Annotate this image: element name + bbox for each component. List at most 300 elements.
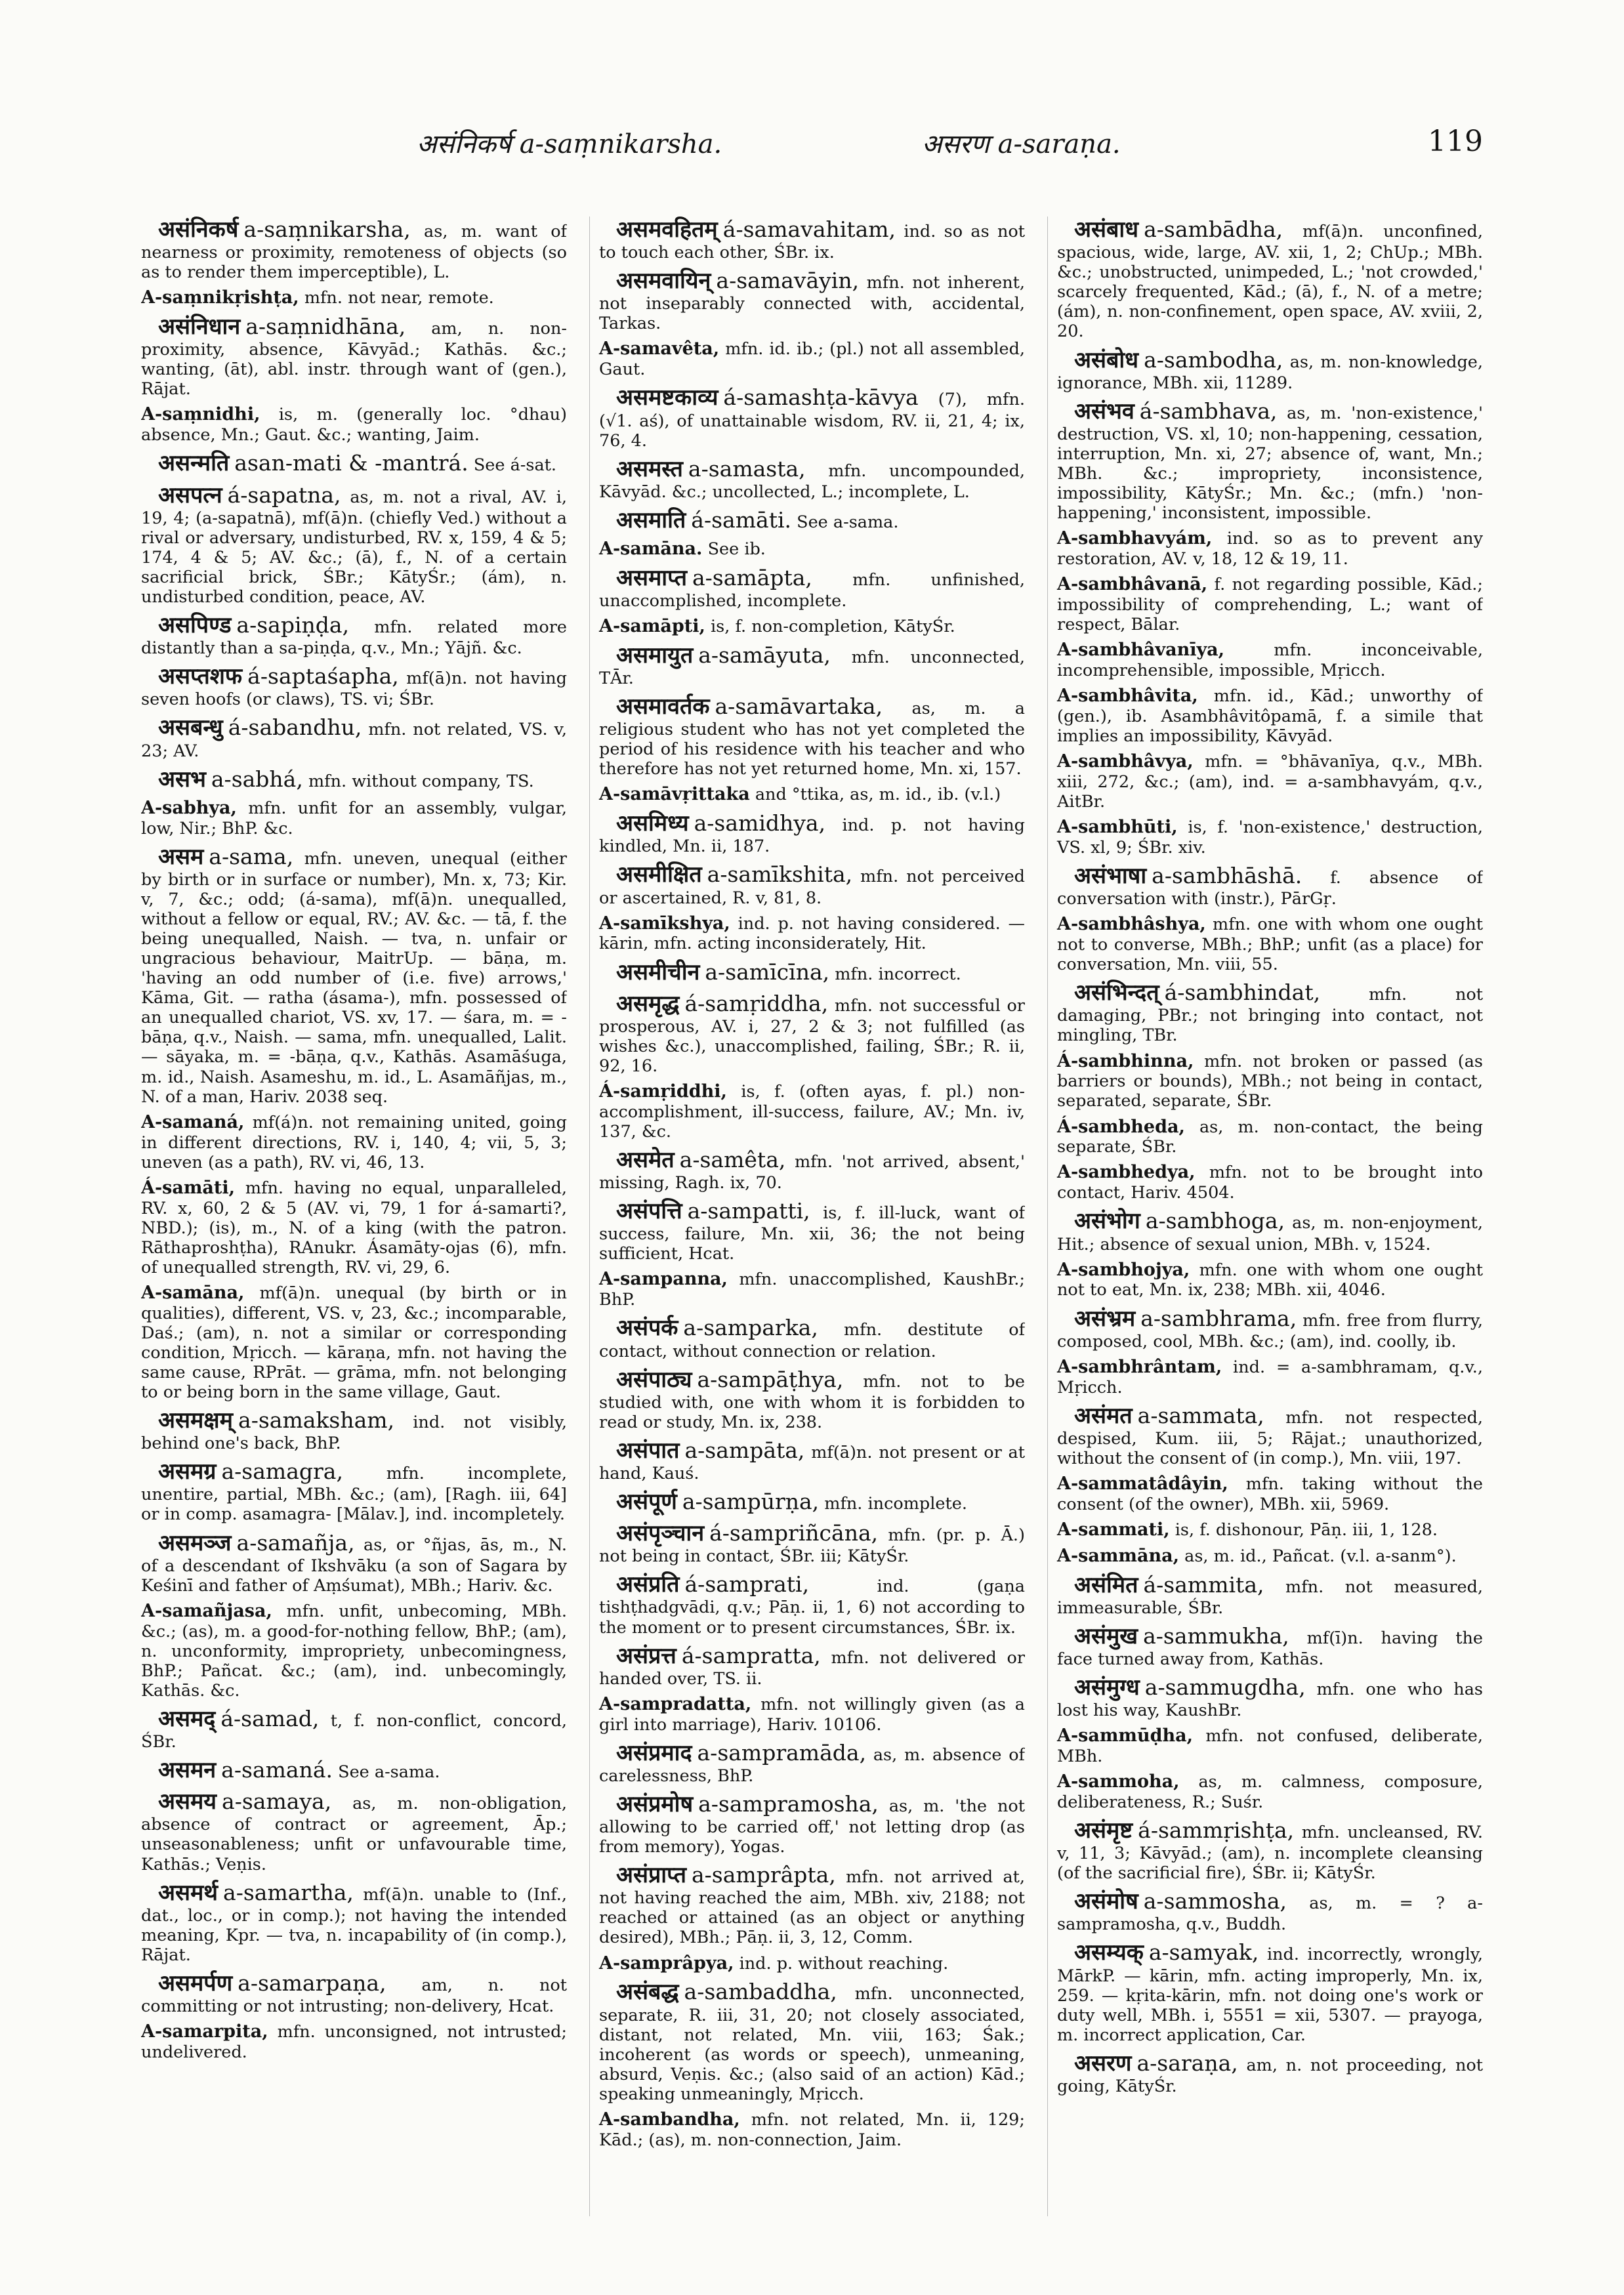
dictionary-entry xyxy=(141,314,567,399)
devanagari-headword: असंबद्ध xyxy=(616,1979,679,2006)
devanagari-headword: असंमुग्ध xyxy=(1074,1674,1140,1701)
definition: ind. p. not having kindled, Mn. ii, 187. xyxy=(599,816,1025,857)
sub-entry xyxy=(1057,1117,1483,1157)
definition: is, f. 'non-existence,' destruction, VS. xl, 9; ŚBr. xiv. xyxy=(1057,817,1483,858)
devanagari-headword: असंभ्रम xyxy=(1074,1305,1136,1332)
headword: a-samartha, xyxy=(223,1879,354,1905)
definition: mfn. 'not arrived, absent,' missing, Ragh. ix, 70. xyxy=(599,1152,1025,1193)
dictionary-entry xyxy=(1057,1306,1483,1352)
dictionary-entry xyxy=(141,1530,567,1596)
devanagari-headword: असमेत xyxy=(616,1147,675,1174)
devanagari-headword: असंमुख xyxy=(1074,1623,1138,1649)
devanagari-headword: असंनिकर्ष xyxy=(158,217,239,243)
definition: mfn. taking without the consent (of the owner), MBh. xii, 5969. xyxy=(1057,1474,1483,1514)
dictionary-entry xyxy=(599,1520,1025,1566)
headword: a-samīkshita, xyxy=(707,861,853,888)
dictionary-entry xyxy=(599,1571,1025,1637)
headword: A-samarpita, xyxy=(141,2021,268,2042)
devanagari-headword: असंपूर्ण xyxy=(616,1489,677,1516)
definition: as, m. non-enjoyment, Hit.; absence of sexual union, MBh. v, 1524. xyxy=(1057,1213,1483,1254)
definition: mfn. id., Kād.; unworthy of (gen.), ib. Asambhâvitôpamā, f. a simile that implies an impossibility, Kāvyād. xyxy=(1057,686,1483,747)
headword: A-sammoha, xyxy=(1057,1771,1180,1792)
definition: as, m. want of nearness or proximity, remoteness of objects (so as to render them imperceptible), L. xyxy=(141,222,567,283)
definition: mfn. uneven, unequal (either by birth or in surface or number), Mn. x, 73; Kir. v, 7, &c.; odd; (á-sama), mf(ā)n. unequalled, without a fellow or equal, RV.; AV. &c. — tā, f. the being unequalled, Naish. — tva, n. unfair or ungracious behaviour, MaitrUp. — bāṇa, m. 'having an odd number of (i.e. five) arrows,' Kāma, Git. — ratha (ásama-), mfn. possessed of an unequalled chariot, VS. xv, 17. — śara, m. = -bāṇa, q.v., Naish. — sama, mfn. unequalled, Lalit. — sāyaka, m. = -bāṇa, q.v., Kathās. Asamāśuga, m. id., Naish. Asameshu, m. id., L. Asamāñjas, m., N. of a man, Hariv. 2038 seq. xyxy=(141,848,567,1107)
devanagari-headword: असमीचीन xyxy=(616,959,700,985)
headword: á-saptaśapha, xyxy=(247,663,399,690)
devanagari-headword: असंप्रमोष xyxy=(616,1790,694,1817)
devanagari-headword: असमायुत xyxy=(616,642,694,669)
headword: Á-sambheda, xyxy=(1057,1116,1185,1137)
sub-entry xyxy=(141,798,567,838)
headword: Á-sambhinna, xyxy=(1057,1050,1194,1071)
sub-entry xyxy=(1057,1260,1483,1300)
headword: A-saṃnikṛishṭa, xyxy=(141,287,299,308)
running-head-right: असरण a-saraṇa. xyxy=(922,129,1121,159)
sub-entry xyxy=(141,2021,567,2062)
headword: A-sambhavyám, xyxy=(1057,528,1213,549)
sub-entry xyxy=(599,2109,1025,2150)
sub-entry xyxy=(1057,528,1483,569)
headword: a-sambaddha, xyxy=(684,1979,837,2005)
devanagari-headword: असंप्राप्त xyxy=(616,1862,686,1889)
dictionary-entry xyxy=(599,991,1025,1076)
devanagari-headword: असमन xyxy=(158,1757,217,1784)
definition: as, m. non-knowledge, ignorance, MBh. xii, 11289. xyxy=(1057,352,1483,393)
column-1 xyxy=(141,217,567,2216)
devanagari-headword: असमवहितम् xyxy=(616,217,718,243)
devanagari-headword: असमस्त xyxy=(616,455,683,482)
devanagari-headword: असंमृष्ट xyxy=(1074,1817,1133,1844)
definition: mfn. not measured, immeasurable, ŚBr. xyxy=(1057,1577,1483,1618)
devanagari-headword: असंप्रमाद xyxy=(616,1739,692,1766)
headword: a-sammukha, xyxy=(1143,1623,1289,1649)
headword: A-samāna. xyxy=(599,538,703,559)
headword: a-sabhá, xyxy=(211,766,303,792)
headword: A-sambhâvya, xyxy=(1057,751,1194,772)
devanagari-headword: असमावर्तक xyxy=(616,693,710,720)
devanagari-headword: असमृद्ध xyxy=(616,990,680,1017)
definition: See á-sat. xyxy=(473,455,557,476)
devanagari-headword: असमाप्त xyxy=(616,564,687,591)
headword: á-samashṭa-kāvya xyxy=(723,384,919,411)
dictionary-entry xyxy=(599,1315,1025,1361)
headword: a-sambhoga, xyxy=(1145,1208,1285,1234)
dictionary-entry xyxy=(141,482,567,608)
definition: mfn. not perceived or ascertained, R. v, 81, 8. xyxy=(599,867,1025,908)
definition: mfn. related more distantly than a sa-piṇḍa, q.v., Mn.; Yājñ. &c. xyxy=(141,617,567,659)
devanagari-headword: असमिध्य xyxy=(616,810,689,837)
definition: as, m. 'the not allowing to be carried off,' not letting drop (as from memory), Yogas. xyxy=(599,1796,1025,1857)
definition: mf(ā)n. unconfined, spacious, wide, large, AV. xii, 1, 2; ChUp.; MBh. &c.; unobstructed, unimpeded, L.; 'not crowded,' scarcely frequented, Kād.; (ā), f., N. of a metre; (ám), n. non-confinement, open space, AV. xviii, 2, 20. xyxy=(1057,222,1483,342)
headword: A-sambhojya, xyxy=(1057,1259,1190,1280)
headword: a-samarpaṇa, xyxy=(238,1970,386,1996)
definition: is, f. ill-luck, want of success, failure, Mn. xii, 36; the not being sufficient, Hcat. xyxy=(599,1203,1025,1264)
definition: mfn. inconceivable, incomprehensible, impossible, Mṛicch. xyxy=(1057,640,1483,680)
definition: as, m. absence of carelessness, BhP. xyxy=(599,1745,1025,1786)
definition: t, f. non-conflict, concord, ŚBr. xyxy=(141,1711,567,1752)
definition: mfn. not near, remote. xyxy=(304,288,494,308)
sub-entry xyxy=(599,539,1025,560)
dictionary-entry xyxy=(599,861,1025,907)
sub-entry xyxy=(1057,751,1483,812)
headword: A-sabhya, xyxy=(141,797,237,818)
headword: a-sampūrṇa, xyxy=(682,1489,820,1515)
headword: á-sammṛishṭa, xyxy=(1138,1817,1295,1844)
dictionary-entry xyxy=(1057,217,1483,342)
definition: ind. so as to prevent any restoration, AV. v, 18, 12 & 19, 11. xyxy=(1057,529,1483,569)
definition: mfn. unfinished, unaccomplished, incomplete. xyxy=(599,569,1025,611)
headword: A-sampradatta, xyxy=(599,1693,752,1714)
dictionary-entry xyxy=(141,1458,567,1524)
headword: a-samāvartaka, xyxy=(715,693,883,720)
definition: is, f. dishonour, Pāṇ. iii, 1, 128. xyxy=(1175,1520,1438,1540)
headword: a-samyak, xyxy=(1148,1939,1259,1966)
headword: A-sammatâdâyin, xyxy=(1057,1473,1228,1494)
devanagari-headword: असमर्थ xyxy=(158,1879,219,1906)
devanagari-headword: असंनिधान xyxy=(158,314,241,341)
page-header xyxy=(141,98,1483,177)
definition: mfn. unconsigned, not intrusted; undelivered. xyxy=(141,2022,567,2063)
definition: mfn. one with whom one ought not to eat, Mn. ix, 238; MBh. xii, 4046. xyxy=(1057,1260,1483,1300)
devanagari-headword: असंपाठ्य xyxy=(616,1366,692,1393)
definition: is, f. (often ayas, f. pl.) non-accomplishment, ill-success, failure, AV.; Mn. iv, 137, &c. xyxy=(599,1082,1025,1142)
dictionary-entry xyxy=(1057,863,1483,909)
sub-entry xyxy=(599,1269,1025,1310)
definition: am, n. non-proximity, absence, Kāvyād.; Kathās. &c.; wanting, (āt), abl. instr. through want of (gen.), Rājat. xyxy=(141,319,567,400)
definition: mf(ā)n. unequal (by birth or in qualities), different, VS. v, 23, &c.; incomparable, Daś.; (am), n. not a similar or corresponding condition, Mṛicch. — kāraṇa, mfn. not having the same cause, RPrāt. — grāma, mfn. not belonging to or being born in the same village, Gaut. xyxy=(141,1283,567,1403)
definition: as, m. a religious student who has not yet completed the period of his residence with his teacher and who therefore has not yet returned home, Mn. xi, 157. xyxy=(599,699,1025,779)
sub-entry xyxy=(1057,1474,1483,1514)
devanagari-headword: असमय xyxy=(158,1788,217,1815)
definition: mfn. incorrect. xyxy=(835,964,961,984)
headword: A-saṃnidhi, xyxy=(141,404,260,425)
devanagari-headword: असंपात xyxy=(616,1437,680,1464)
devanagari-headword: असमीक्षित xyxy=(616,861,702,888)
running-head-left: असंनिकर्ष a-saṃnikarsha. xyxy=(417,129,722,159)
definition: as, m. not a rival, AV. i, 19, 4; (a-sapatnā), mf(ā)n. (chiefly Ved.) without a rival or adversary, undisturbed, RV. x, 159, 4 & 5; 174, 4 & 5; AV. &c.; (ā), f., N. of a certain sacrificial brick, ŚBr.; KātyŚr.; (ám), n. undisturbed condition, peace, AV. xyxy=(141,487,567,607)
sub-entry xyxy=(599,1081,1025,1142)
dictionary-entry xyxy=(599,1740,1025,1786)
dictionary-entry xyxy=(599,959,1025,985)
definition: (7), mfn. (√1. aś), of unattainable wisdom, RV. ii, 21, 4; ix, 76, 4. xyxy=(599,390,1025,451)
definition: ind. p. without reaching. xyxy=(739,1953,949,1974)
dictionary-entry xyxy=(141,844,567,1107)
dictionary-entry xyxy=(599,456,1025,502)
devanagari-headword: असंप्रति xyxy=(616,1571,680,1598)
headword: á-sapatna, xyxy=(227,482,341,508)
dictionary-entry xyxy=(599,217,1025,262)
headword: a-sammugdha, xyxy=(1144,1674,1306,1700)
dictionary-entry xyxy=(141,766,567,793)
dictionary-entry xyxy=(1057,1208,1483,1254)
headword: A-sambhâvanā, xyxy=(1057,574,1208,595)
headword: A-samavêta, xyxy=(599,339,720,360)
headword: a-sampramosha, xyxy=(698,1790,879,1817)
definition: as, m. = ? a-sampramosha, q.v., Buddh. xyxy=(1057,1893,1483,1935)
definition: ind. (gaṇa tishṭhadgvādi, q.v.; Pāṇ. ii, 1, 6) not according to the moment or to present circumstances, ŚBr. ix. xyxy=(599,1577,1025,1638)
definition: ind. incorrectly, wrongly, MārkP. — kārin, mfn. acting improperly, Mn. ix, 259. — kṛita-kārin, mfn. not doing one's work or duty well, MBh. i, 5551 = xii, 5307. — prayoga, m. incorrect application, Car. xyxy=(1057,1945,1483,2045)
headword: A-samprâpya, xyxy=(599,1953,734,1974)
definition: mfn. unfit for an assembly, vulgar, low, Nir.; BhP. &c. xyxy=(141,798,567,838)
dictionary-entry xyxy=(599,1367,1025,1432)
headword: a-sammosha, xyxy=(1143,1888,1287,1914)
sub-entry xyxy=(1057,1726,1483,1766)
dictionary-entry xyxy=(599,1979,1025,2104)
headword: á-sampriñcāna, xyxy=(709,1520,879,1546)
devanagari-headword: असमग्र xyxy=(158,1458,217,1485)
definition: mfn. unfit, unbecoming, MBh. &c.; (as), m. a good-for-nothing fellow, BhP.; (am), n. unconformity, impropriety, unbecomingness, BhP.; Pañcat. &c.; (am), ind. unbecomingly, Kathās. &c. xyxy=(141,1601,567,1701)
dictionary-entry xyxy=(141,217,567,282)
dictionary-entry xyxy=(599,1643,1025,1689)
dictionary-entry xyxy=(599,565,1025,611)
headword: a-sama, xyxy=(209,843,294,869)
headword: a-samaná. xyxy=(221,1757,333,1783)
headword: á-sammita, xyxy=(1143,1571,1264,1598)
devanagari-headword: असमाति xyxy=(616,507,686,533)
definition: mfn. incomplete, unentire, partial, MBh. &c.; (am), [Ragh. iii, 64] or in comp. asamagra- [Mālav.], ind. incompletely. xyxy=(141,1464,567,1525)
definition: mfn. destitute of contact, without connection or relation. xyxy=(599,1320,1025,1361)
sub-entry xyxy=(141,287,567,308)
sub-entry xyxy=(599,1953,1025,1974)
headword: a-sambhāshā. xyxy=(1152,863,1302,889)
headword: A-sambhâvita, xyxy=(1057,686,1198,707)
column-2 xyxy=(589,217,1025,2216)
dictionary-entry xyxy=(1057,1939,1483,2044)
devanagari-headword: असमष्टकाव्य xyxy=(616,384,718,411)
devanagari-headword: असंभाषा xyxy=(1074,863,1147,890)
devanagari-headword: असंप्रत्त xyxy=(616,1642,677,1669)
devanagari-headword: असंभोग xyxy=(1074,1208,1140,1235)
dictionary-entry xyxy=(599,1862,1025,1947)
headword: A-samīkshya, xyxy=(599,913,730,934)
sub-entry xyxy=(1057,1162,1483,1203)
headword: a-samasta, xyxy=(688,455,806,482)
headword: A-samāpti, xyxy=(599,616,705,636)
headword: á-samṛiddha, xyxy=(684,990,829,1016)
devanagari-headword: असपिण्ड xyxy=(158,612,232,639)
sub-entry xyxy=(599,616,1025,637)
definition: mfn. not related, VS. v, 23; AV. xyxy=(141,720,567,761)
headword: A-sampanna, xyxy=(599,1269,728,1290)
sub-entry xyxy=(1057,686,1483,746)
devanagari-headword: असमवायिन् xyxy=(616,268,711,295)
definition: is, f. non-completion, KātyŚr. xyxy=(711,617,955,636)
dictionary-entry xyxy=(1057,1572,1483,1618)
devanagari-headword: असंमोष xyxy=(1074,1888,1138,1915)
headword: a-samañja, xyxy=(236,1529,355,1556)
headword: a-saṃnidhāna, xyxy=(245,314,406,340)
definition: ind. = a-sambhramam, q.v., Mṛicch. xyxy=(1057,1357,1483,1397)
headword: a-sampāṭhya, xyxy=(697,1366,844,1392)
sub-entry xyxy=(599,913,1025,954)
dictionary-entry xyxy=(141,1407,567,1453)
dictionary-entry xyxy=(599,693,1025,779)
headword: á-sabandhu, xyxy=(228,714,362,741)
headword: asan-mati & -mantrá. xyxy=(234,450,468,476)
dictionary-entry xyxy=(1057,1403,1483,1468)
definition: mfn. not willingly given (as a girl into marriage), Hariv. 10106. xyxy=(599,1694,1025,1735)
sub-entry xyxy=(1057,914,1483,974)
headword: a-sambādha, xyxy=(1144,217,1283,242)
definition: mfn. unaccomplished, KaushBr.; BhP. xyxy=(599,1270,1025,1310)
devanagari-headword: असंपृञ्चान xyxy=(616,1520,705,1547)
definition: mfn. not broken or passed (as barriers or bounds), MBh.; not being in contact, separated, separate, ŚBr. xyxy=(1057,1051,1483,1111)
dictionary-entry xyxy=(599,642,1025,688)
sub-entry xyxy=(599,1694,1025,1735)
devanagari-headword: असप्तशफ xyxy=(158,663,243,690)
dictionary-entry xyxy=(141,1970,567,2016)
definition: mfn. uncompounded, Kāvyād. &c.; uncollected, L.; incomplete, L. xyxy=(599,461,1025,502)
sub-entry xyxy=(1057,817,1483,858)
dictionary-entry xyxy=(599,268,1025,333)
definition: mfn. one who has lost his way, KaushBr. xyxy=(1057,1679,1483,1721)
sub-entry xyxy=(141,1178,567,1277)
dictionary-entry xyxy=(1057,1888,1483,1934)
headword: a-saraṇa, xyxy=(1136,2050,1238,2076)
definition: mfn. not inherent, not inseparably connected with, accidental, Tarkas. xyxy=(599,273,1025,334)
headword: á-sampratta, xyxy=(681,1642,821,1668)
sub-entry xyxy=(1057,640,1483,680)
devanagari-headword: असम xyxy=(158,843,204,870)
dictionary-entry xyxy=(599,1437,1025,1483)
devanagari-headword: असम्यक् xyxy=(1074,1939,1144,1966)
headword: a-samidhya, xyxy=(694,810,826,837)
headword: Á-samṛiddhi, xyxy=(599,1081,727,1102)
headword: a-samaksham, xyxy=(238,1407,395,1434)
sub-entry xyxy=(1057,1520,1483,1540)
dictionary-entry xyxy=(141,1788,567,1874)
sub-entry xyxy=(141,404,567,445)
definition: mfn. not related, Mn. ii, 129; Kād.; (as), m. non-connection, Jaim. xyxy=(599,2109,1025,2150)
definition: mfn. uncleansed, RV. v, 11, 3; Kāvyād.; (am), n. incomplete cleansing (of the sacrificial fire), ŚBr. ii; KātyŚr. xyxy=(1057,1823,1483,1884)
definition: ind. not visibly, behind one's back, BhP. xyxy=(141,1413,567,1454)
page-number: 119 xyxy=(1428,125,1483,158)
headword: a-samêta, xyxy=(679,1147,786,1173)
sub-entry xyxy=(1057,1051,1483,1111)
devanagari-headword: असभ xyxy=(158,766,206,793)
headword: a-sapiṇḍa, xyxy=(236,612,350,638)
devanagari-headword: असमञ्ज xyxy=(158,1529,232,1556)
definition: am, n. not committing or not intrusting; non-delivery, Hcat. xyxy=(141,1975,567,2017)
definition: mf(ā)n. unable to (Inf., dat., loc., or in comp.); not having the intended meaning, Kpr. — tva, n. incapability of (in comp.), Rājat. xyxy=(141,1884,567,1965)
headword: á-samprati, xyxy=(684,1571,810,1598)
headword: a-sambodha, xyxy=(1144,346,1283,373)
definition: mfn. free from flurry, composed, cool, MBh. &c.; (am), ind. coolly, ib. xyxy=(1057,1310,1483,1352)
definition: mfn. not to be studied with, one with whom it is forbidden to read or study, Mn. ix, 238. xyxy=(599,1371,1025,1432)
headword: A-samañjasa, xyxy=(141,1600,272,1621)
definition: am, n. not proceeding, not going, KātyŚr. xyxy=(1057,2055,1483,2096)
headword: A-sammūḍha, xyxy=(1057,1726,1194,1747)
headword: a-sampatti, xyxy=(687,1198,810,1224)
headword: á-samavahitam, xyxy=(722,217,896,242)
definition: See ib. xyxy=(707,539,766,559)
headword: a-sampāta, xyxy=(684,1437,805,1463)
definition: mf(ā)n. not present or at hand, Kauś. xyxy=(599,1442,1025,1483)
headword: a-saṃnikarsha, xyxy=(243,217,411,242)
headword: Á-samāti, xyxy=(141,1177,236,1198)
headword: á-samāti. xyxy=(691,507,792,533)
dictionary-entry xyxy=(141,450,567,476)
definition: mfn. one with whom one ought not to converse, MBh.; BhP.; unfit (as a place) for conversation, Mn. viii, 55. xyxy=(1057,915,1483,975)
definition: mfn. not delivered or handed over, TS. ii. xyxy=(599,1647,1025,1689)
definition: mf(ī)n. having the face turned away from, Kathās. xyxy=(1057,1628,1483,1669)
definition: See a-sama. xyxy=(338,1762,440,1783)
devanagari-headword: असंबाध xyxy=(1074,217,1139,243)
sub-entry xyxy=(1057,1771,1483,1812)
devanagari-headword: असन्मति xyxy=(158,450,230,477)
dictionary-entry xyxy=(141,1706,567,1752)
headword: a-samāyuta, xyxy=(698,642,831,668)
headword: A-samāvṛittaka xyxy=(599,784,750,805)
definition: as, or °ñjas, ās, m., N. of a descendant of Ikshvāku (a son of Sagara by Keśinī and father of Aṃśumat), MBh.; Hariv. &c. xyxy=(141,1535,567,1596)
definition: See a-sama. xyxy=(797,512,899,532)
devanagari-headword: असंपर्क xyxy=(616,1315,678,1342)
headword: A-sambhedya, xyxy=(1057,1162,1196,1183)
dictionary-entry xyxy=(599,1791,1025,1857)
sub-entry xyxy=(599,339,1025,379)
headword: A-sammāna, xyxy=(1057,1545,1180,1566)
dictionary-entry xyxy=(141,1757,567,1783)
definition: mfn. = °bhāvanīya, q.v., MBh. xiii, 272, &c.; (am), ind. = a-sambhavyám, q.v., AitBr. xyxy=(1057,752,1483,812)
headword: A-sammati, xyxy=(1057,1519,1170,1540)
definition: mfn. not successful or prosperous, AV. i, 27, 2 & 3; not fulfilled (as wishes &c.), unaccomplished, failing, ŚBr.; R. ii, 92, 16. xyxy=(599,995,1025,1076)
sub-entry xyxy=(1057,574,1483,634)
headword: a-samprâpta, xyxy=(691,1862,836,1888)
headword: A-sambhrântam, xyxy=(1057,1356,1222,1377)
sub-entry xyxy=(141,1283,567,1402)
definition: mfn. not respected, despised, Kum. iii, 5; Rājat.; unauthorized, without the consent of (in comp.), Mn. viii, 197. xyxy=(1057,1407,1483,1468)
devanagari-headword: असपत्न xyxy=(158,482,222,508)
headword: a-samparka, xyxy=(683,1315,818,1341)
dictionary-entry xyxy=(1057,2050,1483,2096)
definition: mf(ā)n. not having seven hoofs (or claws), TS. vi; ŚBr. xyxy=(141,669,567,710)
definition: mfn. unconnected, separate, R. iii, 31, 20; not closely associated, distant, not related, Mn. viii, 163; Śak.; incoherent (as words or speech), unmeaning, absurd, Veṇis. &c.; (also said of an action) Kād.; speaking unmeaningly, Mṛicch. xyxy=(599,1984,1025,2104)
devanagari-headword: असंभिन्दत् xyxy=(1074,980,1159,1006)
sub-entry xyxy=(141,1601,567,1701)
devanagari-headword: असबन्धु xyxy=(158,714,223,741)
headword: a-samīcīna, xyxy=(705,959,830,985)
definition: mfn. not confused, deliberate, MBh. xyxy=(1057,1726,1483,1766)
headword: a-samagra, xyxy=(221,1458,343,1485)
devanagari-headword: असंमत xyxy=(1074,1402,1133,1429)
definition: and °ttika, as, m. id., ib. (v.l.) xyxy=(755,785,1001,805)
devanagari-headword: असंबोध xyxy=(1074,346,1139,373)
definition: f. absence of conversation with (instr.), PārGṛ. xyxy=(1057,868,1483,909)
definition: mfn. not arrived at, not having reached the aim, MBh. xiv, 2188; not reached or attained (as an object or anything desired), MBh.; Pāṇ. ii, 3, 12, Comm. xyxy=(599,1867,1025,1948)
dictionary-entry xyxy=(599,1147,1025,1193)
definition: mfn. having no equal, unparalleled, RV. x, 60, 2 & 5 (AV. vi, 79, 1 for á-samarti?, NBD.); (is), m., N. of a king (with the patron. Rāthaproshṭha), RAnukr. Ásamāty-ojas (6), mfn. of unequalled strength, RV. vi, 29, 6. xyxy=(141,1178,567,1277)
devanagari-headword: असमर्पण xyxy=(158,1970,233,1996)
definition: as, m. non-obligation, absence of contract or agreement, Āp.; unseasonableness; unfit or unfavourable time, Kathās.; Veṇis. xyxy=(141,1794,567,1874)
definition: mfn. not to be brought into contact, Hariv. 4504. xyxy=(1057,1163,1483,1203)
definition: is, m. (generally loc. °dhau) absence, Mn.; Gaut. &c.; wanting, Jaim. xyxy=(141,405,567,445)
headword: A-samāna, xyxy=(141,1282,245,1303)
devanagari-headword: असमक्षम् xyxy=(158,1407,234,1434)
dictionary-entry xyxy=(599,810,1025,856)
definition: as, m. 'non-existence,' destruction, VS. xl, 10; non-happening, cessation, interruption, Mn. xi, 27; absence of, want, Mn.; MBh. &c.; impropriety, inconsistence, impossibility, KātyŚr.; Mn. &c.; (mfn.) 'non-happening,' inconsistent, impossible. xyxy=(1057,403,1483,524)
column-3 xyxy=(1047,217,1483,2216)
dictionary-entry xyxy=(599,1198,1025,1264)
headword: A-sambhūti, xyxy=(1057,817,1178,838)
devanagari-headword: असरण xyxy=(1074,2050,1132,2077)
headword: A-samaná, xyxy=(141,1111,245,1132)
dictionary-entry xyxy=(141,663,567,709)
dictionary-columns xyxy=(141,217,1483,2216)
headword: A-sambhâshya, xyxy=(1057,914,1206,935)
definition: mfn. without company, TS. xyxy=(308,771,534,791)
devanagari-headword: असमद् xyxy=(158,1706,216,1732)
sub-entry xyxy=(1057,1357,1483,1397)
